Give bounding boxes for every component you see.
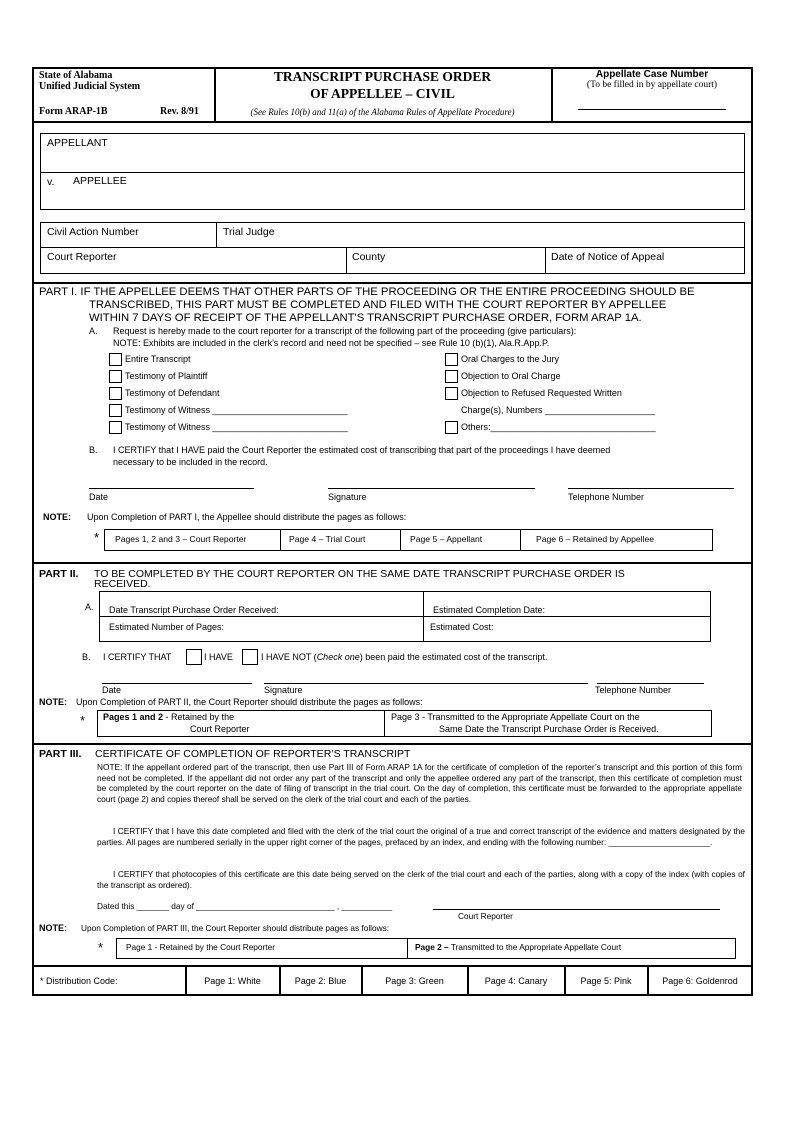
case-info-col1 [216,222,217,247]
versus-label: v. [47,176,55,188]
header-bottom-rule [33,121,752,123]
part3-court-reporter-label: Court Reporter [458,911,513,921]
part2-dist-transmitted: Page 3 - Transmitted to the Appropriate Appellate Court on the [391,712,640,722]
case-info-col3 [545,247,546,274]
part2-dist-court-reporter: Court Reporter [190,724,250,734]
part1-dist-div3 [520,529,521,551]
distribution-page3: Page 3: Green [385,976,444,986]
part1-a-text: Request is hereby made to the court reporter for a transcript of the following part of the proceeding (give particulars): [113,326,577,336]
part1-dist-appellee: Page 6 – Retained by Appellee [536,534,655,544]
part3-top-rule [33,743,752,745]
part1-dist-div1 [280,529,281,551]
check-one-label: Check one [316,652,360,662]
distribution-page5: Page 5: Pink [580,976,632,986]
part3-dated-field[interactable]: Dated this _______ day of ______________________________ , ___________ [97,901,393,911]
checkbox-oral-charges[interactable] [445,353,458,366]
checkbox-i-have[interactable] [186,649,202,665]
part1-signature-label: Signature [328,492,367,502]
case-info-divider [40,247,745,248]
case-number-field[interactable] [578,109,726,110]
case-number-note: (To be filled in by appellate court) [586,80,718,90]
distribution-page2: Page 2: Blue [294,976,347,986]
part2-top-rule [33,562,752,564]
distribution-page4: Page 4: Canary [484,976,548,986]
part2-signature-line[interactable] [264,683,588,684]
part2-estimate-divider [99,616,711,617]
form-title-line1: TRANSCRIPT PURCHASE ORDER [273,69,492,84]
option-testimony-witness-1: Testimony of Witness ___________________________ [125,405,348,415]
part1-dist-trial-court: Page 4 – Trial Court [289,534,366,544]
form-revision: Rev. 8/91 [160,106,199,117]
part2-dist-retained [103,712,234,722]
date-received-field[interactable]: Date Transcript Purchase Order Received: [109,605,279,615]
option-oral-charges: Oral Charges to the Jury [461,354,560,364]
system-label: Unified Judicial System [39,81,141,92]
part1-telephone-label: Telephone Number [568,492,645,502]
part3-dist-retained-text: Retained by the Court Reporter [157,942,275,952]
part3-star: * [98,940,104,955]
part1-dist-div2 [400,529,401,551]
part1-note-text: Upon Completion of PART I, the Appellee should distribute the pages as follows: [87,512,407,522]
est-cost-field[interactable]: Estimated Cost: [430,622,494,632]
part1-b-text2: necessary to be included in the record. [113,457,268,467]
checkbox-testimony-witness-2[interactable] [109,421,122,434]
case-info-box [40,222,745,274]
option-testimony-defendant: Testimony of Defendant [125,388,220,398]
part1-telephone-line[interactable] [568,488,734,489]
checkbox-testimony-plaintiff[interactable] [109,370,122,383]
part3-certify-completion: I CERTIFY that I have this date completed and filed with the clerk of the trial court the original of a true and correct transcript of the evidence and matters designated by the parties. All pages are numbered serially in the upper right corner of the pages, prefaced by an index, and ending with the following number: ______________________. [97,826,745,847]
part2-note-label: NOTE: [39,697,67,707]
form-subtitle: (See Rules 10(b) and 11(a) of the Alabama Rules of Appellate Procedure) [250,107,515,117]
form-title-line2: OF APPELLEE – CIVIL [310,86,455,101]
distribution-page1: Page 1: White [204,976,261,986]
distribution-code-label: * Distribution Code: [40,976,118,986]
part1-note-label: NOTE: [43,512,71,522]
distribution-page6: Page 6: Goldenrod [662,976,738,986]
part1-signature-line[interactable] [328,488,535,489]
date-notice-field[interactable]: Date of Notice of Appeal [551,251,665,263]
part2-date-line[interactable] [102,683,252,684]
part2-date-label: Date [102,685,122,695]
part2-label: PART II. [39,568,79,580]
est-pages-field[interactable]: Estimated Number of Pages: [109,622,225,632]
option-entire-transcript: Entire Transcript [125,354,191,364]
part2-b-label: B. [82,652,91,662]
part1-heading-line2: TRANSCRIBED, THIS PART MUST BE COMPLETED AND FILED WITH THE COURT REPORTER BY APPELLEE [89,299,667,311]
option-testimony-witness-2: Testimony of Witness ___________________________ [125,422,348,432]
checkbox-i-have-not[interactable] [242,649,258,665]
county-field[interactable]: County [352,251,386,263]
appellant-field[interactable]: APPELLANT [47,137,108,149]
part2-i-have-label: I HAVE [204,652,233,662]
part2-dist-same-date: Same Date the Transcript Purchase Order is Received. [439,724,659,734]
checkbox-testimony-defendant[interactable] [109,387,122,400]
checkbox-others[interactable] [445,421,458,434]
trial-judge-field[interactable]: Trial Judge [223,226,275,238]
i-have-not-label: I HAVE NOT ( [261,652,317,662]
option-others[interactable]: Others:_________________________________ [461,422,656,432]
part1-heading-line3: WITHIN 7 DAYS OF RECEIPT OF THE APPELLANT'S TRANSCRIPT PURCHASE ORDER, FORM ARAP 1A. [89,312,642,324]
form-number: Form ARAP-1B [39,106,108,117]
parties-divider [40,172,745,173]
footer-top-rule [33,965,752,967]
part2-a-label: A. [85,602,94,612]
state-label: State of Alabama [39,70,113,81]
part2-heading-line1: TO BE COMPLETED BY THE COURT REPORTER ON THE SAME DATE TRANSCRIPT PURCHASE ORDER IS [94,568,625,580]
part2-certify-label: I CERTIFY THAT [103,652,172,662]
part2-dist-retained-text: - Retained by the [163,712,235,722]
part1-a-note: NOTE: Exhibits are included in the clerk's record and need not be specified – see Rule 10 (b)(1), Ala.R.App.P. [113,338,550,348]
part3-reporter-signature-line[interactable] [433,909,720,910]
part3-dist-page1: Page 1 - [126,942,158,952]
part3-note-paragraph: NOTE: If the appellant ordered part of the transcript, then use Part III of Form ARAP 1A for the certificate of completion of the reporter’s transcript and this portion of this form need not be completed. If the appellant did not order any part of the transcript and only the appellee ordered any part of the transcript, then this certificate of completion must be completed by the court reporter on the date of filing of transcript in the trial court. On the day of completion, this certificate must be forwarded to the appropriate appellate court (page 2) and copies thereof shall be served on the clerk of the trial court and each of the parties. [97,762,742,804]
part2-dist-pages: Pages 1 and 2 [103,712,164,722]
part1-date-label: Date [89,492,109,502]
part1-heading-line1: PART I. IF THE APPELLEE DEEMS THAT OTHER PARTS OF THE PROCEEDING OR THE ENTIRE PROCEEDING SHOULD BE [39,286,695,298]
court-reporter-field[interactable]: Court Reporter [47,251,117,263]
part2-estimate-col [423,591,424,642]
part3-certify-service: I CERTIFY that photocopies of this certificate are this date being served on the clerk of the trial court and each of the parties, along with a copy of the index (with copies of the transcript as ordered). [97,869,745,890]
part3-note-text: Upon Completion of PART III, the Court Reporter should distribute pages as follows: [81,923,390,933]
part2-heading-line2: RECEIVED. [94,578,151,590]
part3-note-label: NOTE: [39,923,67,933]
part3-dist-transmitted [415,943,621,953]
option-charge-numbers[interactable]: Charge(s), Numbers ______________________ [461,405,656,415]
option-testimony-plaintiff: Testimony of Plaintiff [125,371,208,381]
case-number-label: Appellate Case Number [595,69,709,80]
part3-dist-transmitted-text: Transmitted to the Appropriate Appellate Court [448,942,622,952]
part3-heading: CERTIFICATE OF COMPLETION OF REPORTER’S TRANSCRIPT [95,748,411,760]
part2-telephone-label: Telephone Number [595,685,672,695]
option-objection-oral-charge: Objection to Oral Charge [461,371,561,381]
part3-dist-page2: Page 2 – [415,942,449,952]
part1-b-text1: I CERTIFY that I HAVE paid the Court Reporter the estimated cost of transcribing that part of the proceedings I have deemed [113,445,611,455]
part1-b-label: B. [89,445,98,455]
civil-action-field[interactable]: Civil Action Number [47,226,139,238]
part2-dist-div [384,710,385,737]
appellee-field[interactable]: APPELLEE [73,175,127,187]
part1-star: * [94,530,100,545]
checkbox-objection-refused[interactable] [445,387,458,400]
checkbox-testimony-witness-1[interactable] [109,404,122,417]
part3-dist-retained [126,943,275,953]
part1-dist-court-reporter: Pages 1, 2 and 3 – Court Reporter [115,534,247,544]
part2-telephone-line[interactable] [597,683,704,684]
part2-certify-statement [261,652,547,662]
certify-end-label: ) been paid the estimated cost of the transcript. [359,652,548,662]
part1-date-line[interactable] [89,488,254,489]
checkbox-entire-transcript[interactable] [109,353,122,366]
part2-star: * [80,713,86,728]
part3-label: PART III. [39,748,82,760]
part1-dist-appellant: Page 5 – Appellant [410,534,483,544]
part1-a-label: A. [89,326,98,336]
part2-note-text: Upon Completion of PART II, the Court Reporter should distribute the pages as follows: [76,697,423,707]
est-completion-field[interactable]: Estimated Completion Date: [433,605,546,615]
part2-signature-label: Signature [264,685,303,695]
option-objection-refused: Objection to Refused Requested Written [461,388,622,398]
checkbox-objection-oral-charge[interactable] [445,370,458,383]
part1-top-rule [33,282,752,284]
case-info-col2 [346,247,347,274]
part3-dist-div [407,938,408,959]
